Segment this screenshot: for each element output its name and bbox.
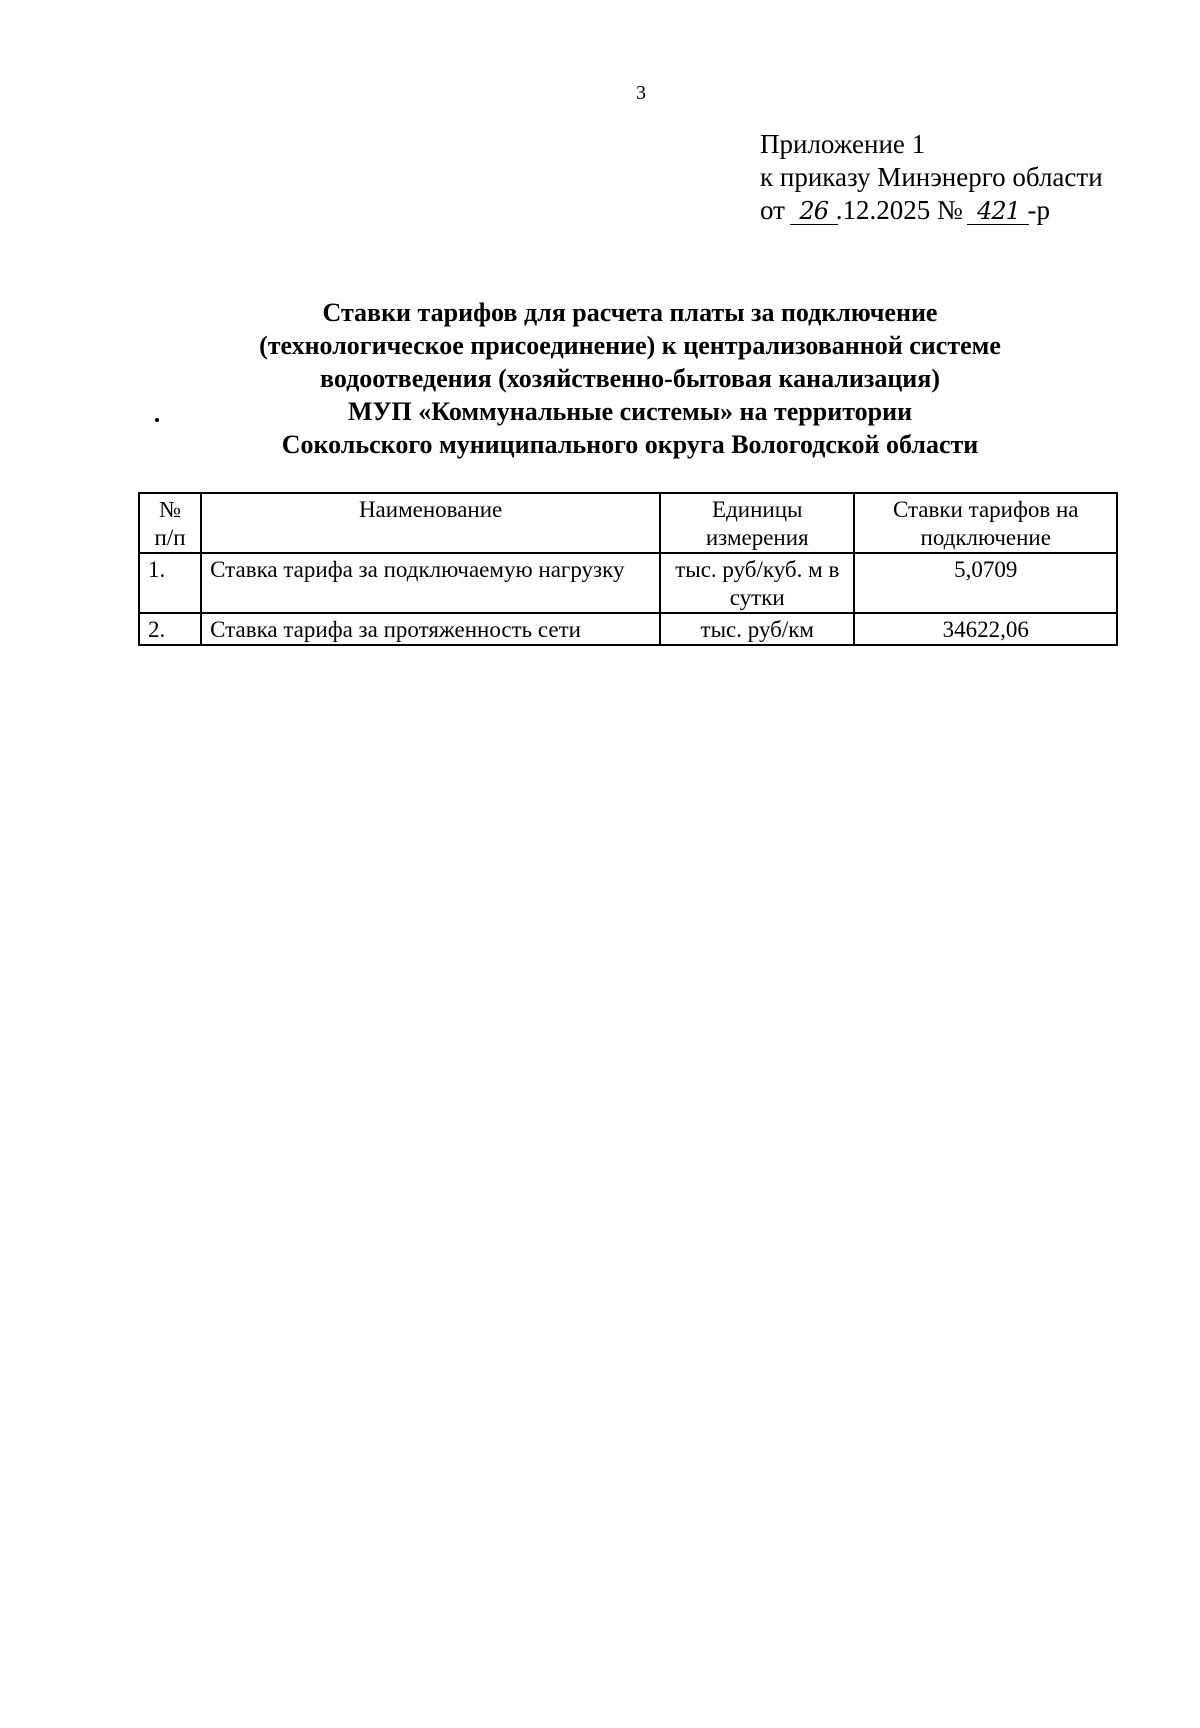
page-number: 3	[636, 82, 646, 104]
handwritten-day: 26	[792, 195, 836, 228]
header-rate: Ставки тарифов на подключение	[854, 493, 1117, 553]
title-line-3: водоотведения (хозяйственно-бытовая канализация)	[319, 364, 940, 393]
title-line-2: (технологическое присоединение) к централизованной системе	[259, 331, 1001, 360]
row-rate: 34622,06	[854, 613, 1117, 645]
header-unit: Единицы измерения	[660, 493, 854, 553]
table-header-row	[139, 493, 1117, 553]
table-row	[139, 613, 1117, 645]
row-unit: тыс. руб/км	[660, 613, 854, 645]
appendix-block	[760, 128, 1103, 228]
header-num: № п/п	[139, 493, 201, 553]
stray-dot-mark	[155, 418, 159, 422]
order-suffix: -р	[1027, 195, 1050, 225]
row-rate: 5,0709	[854, 553, 1117, 613]
row-unit: тыс. руб/куб. м в сутки	[660, 553, 854, 613]
tariff-table	[138, 492, 1118, 646]
appendix-title: Приложение 1	[760, 129, 926, 159]
date-prefix: от	[760, 195, 792, 225]
row-num: 1.	[139, 553, 201, 613]
title-line-1: Ставки тарифов для расчета платы за подключение	[322, 298, 938, 327]
row-num: 2.	[139, 613, 201, 645]
header-name: Наименование	[201, 493, 660, 553]
handwritten-order-number: 421	[969, 195, 1027, 228]
table-row	[139, 553, 1117, 613]
document-title	[130, 296, 1130, 461]
title-line-4: МУП «Коммунальные системы» на территории	[347, 397, 913, 426]
date-rest: .12.2025 №	[835, 195, 970, 225]
row-name: Ставка тарифа за подключаемую нагрузку	[201, 553, 660, 613]
appendix-order-ref: к приказу Минэнерго области	[760, 162, 1103, 192]
row-name: Ставка тарифа за протяженность сети	[201, 613, 660, 645]
title-line-5: Сокольского муниципального округа Вологодской области	[281, 430, 979, 459]
appendix-date-line	[760, 194, 1103, 228]
